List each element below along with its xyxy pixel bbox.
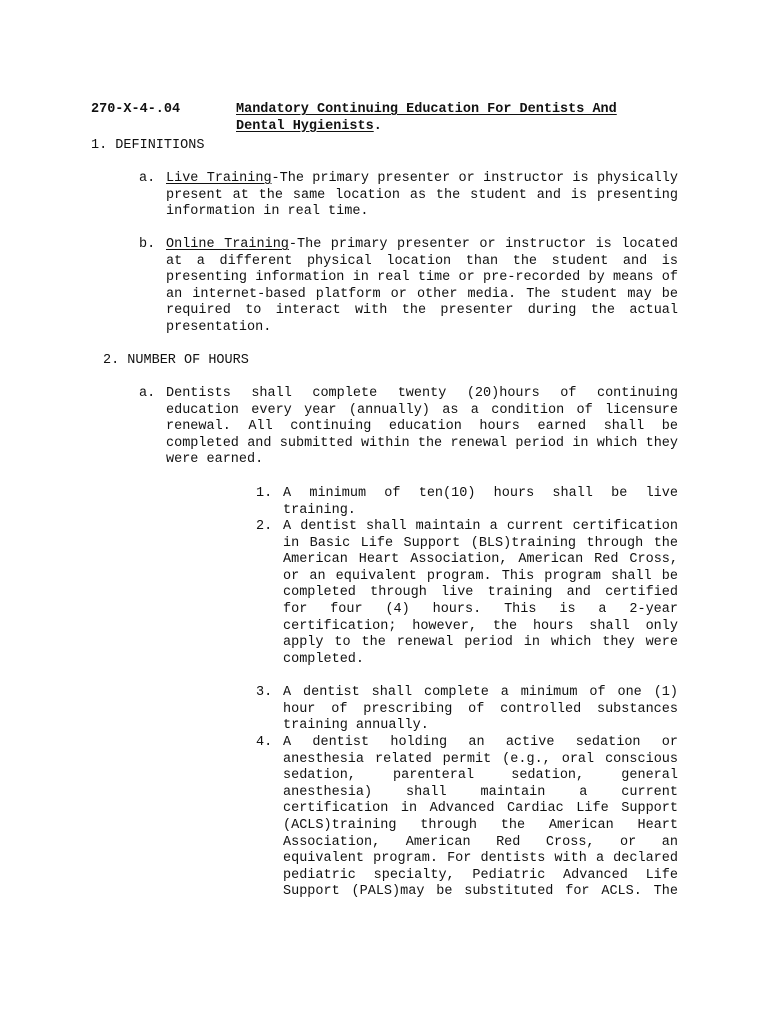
definition-text: -The primary presenter or instructor is located at a different physical location than the student and is presenting information in real time or pre-recorded by means of an internet-based platform or other media. The student may be required to interact with the presenter during the actual presentation. [166, 237, 678, 335]
list-item-text: A dentist shall maintain a current certification in Basic Life Support (BLS)training through the American Heart Association, American Red Cross, or an equivalent program. This program shall be completed through live training and certified for four (4) hours. This is a 2-year certification; however, the hours shall only apply to the renewal period in which they were completed. [283, 519, 678, 667]
hours-a-text: Dentists shall complete twenty (20)hours of continuing education every year (annually) as a condition of licensure renewal. All continuing education hours earned shall be completed and submitted within the renewal period in which they were earned. [166, 386, 678, 468]
section-1-heading: 1. DEFINITIONS [91, 138, 205, 153]
list-item-text: A minimum of ten(10) hours shall be live training. [283, 486, 678, 518]
definition-term: Live Training [166, 171, 272, 186]
list-item-number: 2. [256, 519, 273, 534]
definition-b-marker: b. [139, 237, 156, 252]
definition-text: -The primary presenter or instructor is physically present at the same location as the student and is presenting information in real time. [166, 171, 678, 220]
rule-title [236, 102, 671, 135]
definition-a-marker: a. [139, 171, 156, 186]
list-item-text: A dentist holding an active sedation or anesthesia related permit (e.g., oral conscious sedation, parenteral sedation, general anesthesia) shall maintain a current certification in Advanced Cardiac Life Support (ACLS)training through the American Heart Association, American Red Cross, or an equivalent program. For dentists with a declared pediatric specialty, Pediatric Advanced Life Support (PALS)may be substituted for ACLS. The [283, 735, 678, 900]
rule-number: 270-X-4-.04 [91, 102, 181, 117]
definition-live-training [166, 171, 678, 221]
definition-term: Online Training [166, 237, 289, 252]
section-2-heading: 2. NUMBER OF HOURS [103, 353, 249, 368]
rule-title-text: Mandatory Continuing Education For Dentists And Dental Hygienists [236, 102, 617, 134]
list-item-text: A dentist shall complete a minimum of one (1) hour of prescribing of controlled substances training annually. [283, 685, 678, 734]
list-item-number: 3. [256, 685, 273, 700]
hours-a-marker: a. [139, 386, 156, 401]
rule-title-period: . [373, 118, 382, 134]
definition-online-training [166, 237, 678, 337]
list-item-number: 1. [256, 486, 273, 501]
list-item-number: 4. [256, 735, 273, 750]
